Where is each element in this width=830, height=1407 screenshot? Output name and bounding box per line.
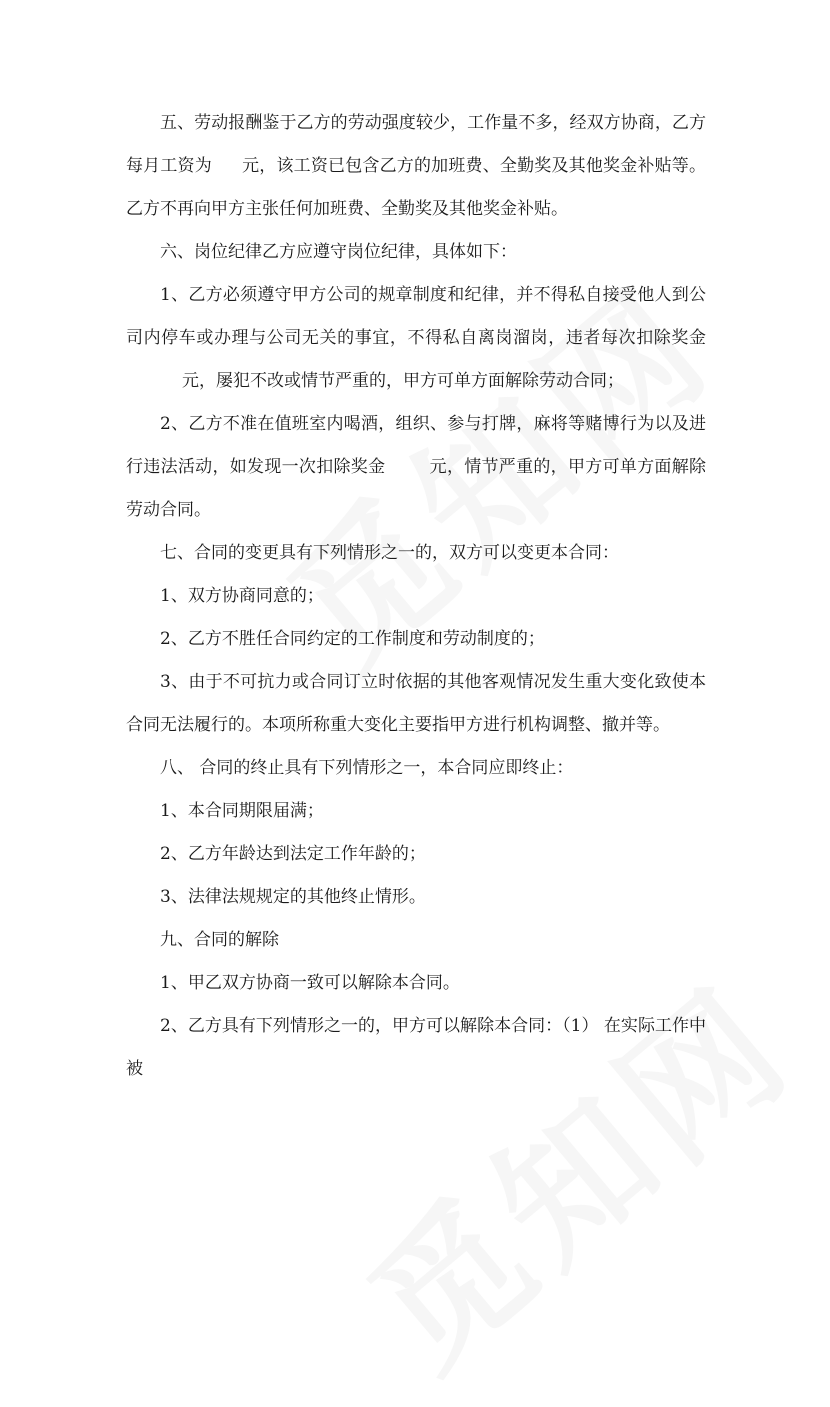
clause-6-2-text-b: 元，情节严重的，甲方可单方面解除劳动合同。 — [126, 457, 707, 520]
clause-7-item-1: 1、双方协商同意的； — [160, 586, 324, 606]
clause-6-2-text-a: 2、乙方不准在值班室内喝酒，组织、参与打牌，麻将等赌博行为以及进行违法活动，如发现一次扣除奖金 — [126, 414, 706, 477]
clause-6-item-1 — [126, 274, 706, 403]
clause-6-discipline: 六、岗位纪律乙方应遵守岗位纪律，具体如下： — [160, 242, 517, 262]
document-body — [126, 102, 706, 1091]
clause-5-text-a: 五、劳动报酬鉴于乙方的劳动强度较少，工作量不多，经双方协商，乙方每月工资为 — [126, 113, 706, 176]
clause-5-salary — [126, 102, 706, 231]
clause-8-item-1: 1、本合同期限届满； — [160, 801, 324, 821]
clause-6-1-text-b: 元，屡犯不改或情节严重的，甲方可单方面解除劳动合同； — [182, 371, 624, 391]
clause-7-change: 七、合同的变更具有下列情形之一的，双方可以变更本合同： — [160, 543, 619, 563]
clause-5-text-b: 元，该工资已包含乙方的加班费、全勤奖及其他奖金补贴等。乙方不再向甲方主张任何加班费、全勤奖及其他奖金补贴。 — [126, 156, 706, 219]
clause-8-termination: 八、 合同的终止具有下列情形之一，本合同应即终止： — [160, 758, 574, 778]
clause-7-item-2: 2、乙方不胜任合同约定的工作制度和劳动制度的； — [160, 629, 545, 649]
clause-9-rescission: 九、合同的解除 — [160, 930, 279, 950]
clause-6-1-text-a: 1、乙方必须遵守甲方公司的规章制度和纪律，并不得私自接受他人到公司内停车或办理与公司无关的事宜，不得私自离岗溜岗，违者每次扣除奖金 — [126, 285, 706, 348]
clause-9-item-1: 1、甲乙双方协商一致可以解除本合同。 — [160, 973, 460, 993]
clause-6-item-2 — [126, 403, 706, 532]
clause-8-item-3: 3、法律法规规定的其他终止情形。 — [160, 887, 426, 907]
clause-9-item-2: 2、乙方具有下列情形之一的，甲方可以解除本合同：（1） 在实际工作中被 — [126, 1016, 706, 1079]
clause-8-item-2: 2、乙方年龄达到法定工作年龄的； — [160, 844, 426, 864]
clause-7-item-3: 3、由于不可抗力或合同订立时依据的其他客观情况发生重大变化致使本合同无法履行的。本项所称重大变化主要指甲方进行机构调整、撤并等。 — [126, 672, 706, 735]
